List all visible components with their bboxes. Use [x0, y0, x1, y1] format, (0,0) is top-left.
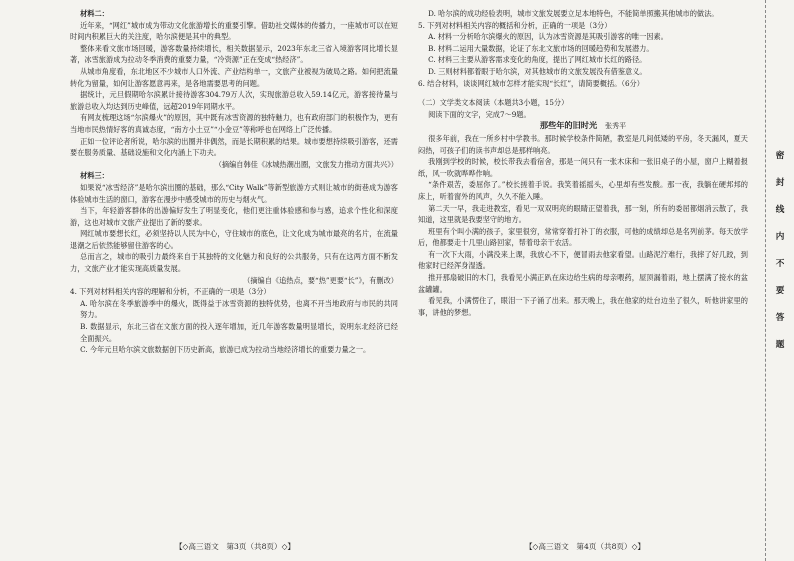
story-paragraph: 有一次下大雨，小满没来上课，我放心不下，便冒雨去他家看望。山路泥泞难行，我摔了好几跤，到他家时已经浑身湿透。	[418, 249, 748, 271]
right-column	[418, 8, 748, 538]
story-paragraph: “条件艰苦，委屈你了。”校长搓着手说。我笑着摇摇头，心里却有些发酸。那一夜，我躺在硬邦邦的床上，听着窗外的风声，久久不能入睡。	[418, 180, 748, 201]
page-footer-right: 【◇高三语文 第4页（共8页）◇】	[524, 542, 646, 551]
question-5-option-c: C. 材料三主要从游客需求变化的角度，提出了网红城市长红的路径。	[428, 55, 647, 65]
left-column	[70, 8, 398, 538]
story-paragraph: 看见我，小满愣住了，眼泪一下子涌了出来。那天晚上，我在他家的灶台边坐了很久，听他讲家里的事，讲他的梦想。	[418, 296, 748, 317]
paragraph: 正如一位评论者所说，哈尔滨的出圈并非偶然，而是长期积累的结果。城市要想持续吸引游客，还需要在服务质量、基础设施和文化内涵上下功夫。	[70, 136, 398, 158]
binding-char: 题	[775, 340, 785, 350]
binding-char: 答	[775, 313, 785, 323]
question-4-option-a: A. 哈尔滨在冬季旅游季中的爆火，既得益于冰雪资源的独特优势，也离不开当地政府与市民的共同努力。	[80, 298, 398, 320]
binding-char: 封	[775, 178, 785, 188]
page-footer-left: 【◇高三语文 第3页（共8页）◇】	[174, 542, 296, 551]
binding-text	[773, 150, 787, 366]
paragraph: 从城市角度看，东北地区不少城市人口外流、产业结构单一，文旅产业被视为破局之路。如何把流量转化为留量，如何让游客愿意再来，是各地需要思考的问题。	[70, 66, 398, 88]
question-4-option-c: C. 今年元旦哈尔滨文旅数据创下历史新高，旅游已成为拉动当地经济增长的重要力量之一。	[80, 345, 371, 355]
question-6: 6. 结合材料，谈谈网红城市怎样才能实现“长红”，请简要概括。（6分）	[418, 78, 644, 88]
paragraph: 有网友梳理这场“尔滨爆火”的原因，其中既有冰雪资源的独特魅力，也有政府部门的积极作为，更有当地市民热情好客的真诚态度，“南方小土豆”“小金豆”等称呼也在网络上广泛传播。	[70, 113, 398, 134]
story-title	[418, 120, 748, 133]
question-4-option-b: B. 数据显示，东北三省在文旅方面的投入逐年增加，近几年游客数量明显增长，说明东北经济已经全面振兴。	[80, 322, 398, 343]
binding-strip	[760, 0, 794, 561]
binding-char: 内	[775, 232, 785, 242]
story-paragraph: 第二天一早，我走进教室，看见一双双明亮的眼睛正望着我，那一刻，所有的委屈都烟消云散了，我知道，这里就是我要坚守的地方。	[418, 203, 748, 225]
reading-instructions: 阅读下面的文字，完成7～9题。	[428, 109, 531, 119]
paragraph: 总而言之，城市的吸引力最终来自于其独特的文化魅力和良好的公共服务，只有在这两方面不断发力，文旅产业才能实现高质量发展。	[70, 252, 398, 274]
source-citation: （摘编自《追热点，要“热”更要“长”》，有删改）	[243, 275, 398, 285]
section-title-material-3: 材料三：	[80, 171, 109, 181]
paragraph: 近年来，“网红”城市成为带动文化旅游增长的重要引擎。借助社交媒体的传播力，一座城市可以在短时间内积累巨大的关注度，哈尔滨便是其中的典型。	[70, 20, 398, 42]
paragraph: 据统计，元旦假期哈尔滨累计接待游客304.79万人次，实现旅游总收入59.14亿元，游客接待量与旅游总收入均达到历史峰值，远超2019年同期水平。	[70, 90, 398, 111]
paragraph: 当下，年轻游客群体的出游偏好发生了明显变化，他们更注重体验感和参与感，追求个性化和深度游，这也对城市文旅产业提出了新的要求。	[70, 206, 398, 227]
paragraph: 整体来看文旅市场回暖，游客数量持续增长，相关数据显示，2023年东北三省入境游客同比增长显著，冰雪旅游成为拉动冬季消费的重要力量，“冷资源”正在变成“热经济”。	[70, 43, 398, 65]
question-5: 5. 下列对材料相关内容的概括和分析，正确的一项是（3分）	[418, 20, 612, 30]
binding-char: 要	[775, 286, 785, 296]
question-5-option-a: A. 材料一分析哈尔滨爆火的原因，认为冰雪资源是其吸引游客的唯一因素。	[428, 32, 668, 42]
binding-dashed-line	[765, 0, 766, 561]
question-5-option-b: B. 材料二运用大量数据，论证了东北文旅市场的回暖趋势和发展潜力。	[428, 43, 654, 53]
question-4-option-d: D. 哈尔滨的成功经验表明，城市文旅发展要立足本地特色，不能简单照搬其他城市的做法。	[428, 9, 719, 18]
paragraph: 网红城市要想长红，必须坚持以人民为中心，守住城市的底色，让文化成为城市最亮的名片，在流量退潮之后依然能够留住游客的心。	[70, 229, 398, 250]
binding-char: 线	[775, 205, 785, 215]
question-5-option-d: D. 三则材料都着眼于哈尔滨，对其他城市的文旅发展没有借鉴意义。	[428, 66, 647, 76]
story-author: 张秀平	[605, 122, 627, 131]
section-title-material-2: 材料二：	[80, 9, 109, 18]
question-4: 4. 下列对材料相关内容的理解和分析，不正确的一项是（3分）	[70, 287, 271, 297]
binding-char: 密	[775, 151, 785, 161]
answer-space	[418, 89, 748, 97]
paragraph: 如果说“冰雪经济”是哈尔滨出圈的基础，那么“City Walk”等新型旅游方式则让城市的街巷成为游客体验城市生活的窗口，游客在漫步中感受城市的历史与烟火气。	[70, 182, 398, 204]
binding-char: 不	[775, 259, 785, 269]
story-paragraph: 很多年前，我在一所乡村中学教书。那时候学校条件简陋，教室是几间低矮的平房，冬天漏风，夏天闷热，可孩子们的读书声却总是那样响亮。	[418, 133, 748, 155]
section-label: （二）文学类文本阅读（本题共3小题，15分）	[418, 98, 569, 108]
story-paragraph: 班里有个叫小满的孩子，家里很穷，常常穿着打补丁的衣服，可他的成绩却总是名列前茅。每天放学后，他都要走十几里山路回家，帮着母亲干农活。	[418, 226, 748, 248]
story-title-text: 那些年的旧时光	[539, 120, 598, 131]
story-paragraph: 推开那扇破旧的木门，我看见小满正趴在床边给生病的母亲喂药，屋顶漏着雨，地上摆满了接水的盆盆罐罐。	[418, 273, 748, 294]
source-citation: （摘编自韩佳《冰城热潮出圈，文旅发力推动方面共兴》）	[214, 159, 398, 169]
story-paragraph: 我刚到学校的时候，校长带我去看宿舍，那是一间只有一张木床和一张旧桌子的小屋，窗户上糊着报纸，风一吹就哗哗作响。	[418, 157, 748, 178]
